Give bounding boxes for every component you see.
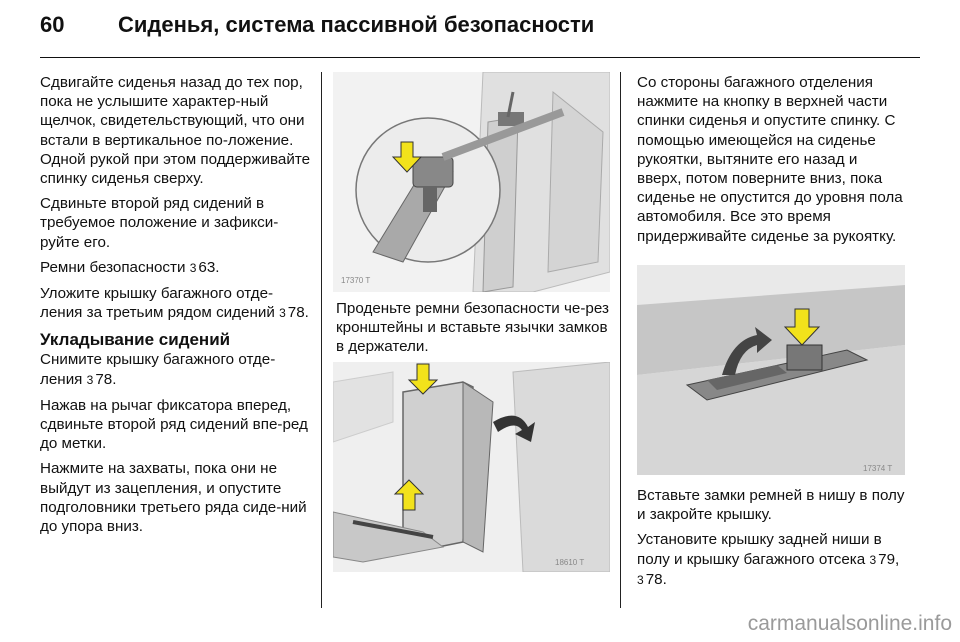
figure-code: 17370 T [341,276,371,285]
page-reference-icon: 3 [279,306,286,321]
column-right-top [637,73,905,252]
column-divider [321,72,322,608]
paragraph-text: Уложите крышку багажного отде-ления за третьим рядом сидений [40,285,275,322]
paragraph: Вставьте замки ремней в нишу в полу и закройте крышку. [637,487,905,524]
paragraph-text: Установите крышку задней ниши в полу и крышку багажного отсека [637,531,882,568]
page-reference-link[interactable]: 78. [645,570,667,588]
paragraph [40,258,312,278]
paragraph: Нажмите на захваты, пока они не выйдут из зацепления, и опустите подголовники третьего ряда сиде-ний до упора вниз. [40,460,307,536]
page-reference-link[interactable]: 79, [878,550,900,568]
rear-seat-illustration [333,362,610,572]
paragraph: Сдвиньте второй ряд сидений в требуемое положение и зафикси-руйте его. [40,195,279,251]
page-reference-link[interactable]: 78. [95,370,117,388]
paragraph: Со стороны багажного отделения нажмите на кнопку в верхней части спинки сиденья и опустите спинку. С помощью имеющейся на сиденье рукоятки, вытяните его назад и вверх, потом поверните вниз, пока сиденье не опустится до уровня пола автомобиля. Все это время придерживайте сиденье за рукоятку. [637,74,903,245]
page-title: Сиденья, система пассивной безопасности [118,12,595,37]
floor-lock-illustration [637,265,905,475]
header-divider [40,57,920,58]
rear-seat-drawing [333,362,610,572]
paragraph: Сдвигайте сиденья назад до тех пор, пока не услышите характер-ный щелчок, свидетельствующий, что они встали в вертикальное по-ложение. Одной рукой при этом поддерживайте спинку сиденья сверху. [40,74,311,188]
watermark: carmanualsonline.info [747,612,952,635]
paragraph [637,530,905,590]
column-left [40,73,312,542]
page-reference-link[interactable]: 63. [198,258,220,276]
section-heading: Укладывание сидений [40,330,231,350]
paragraph-text: Ремни безопасности [40,258,186,276]
page-reference-icon: 3 [637,572,644,587]
paragraph [40,284,312,323]
paragraph: Нажав на рычаг фиксатора вперед, сдвиньте второй ряд сидений впе-ред до метки. [40,396,308,453]
paragraph [40,350,312,389]
belt-bracket-illustration [333,72,610,292]
figure-code: 18610 T [555,558,585,567]
paragraph-text: Снимите крышку багажного отде-ления [40,351,276,388]
floor-lock-drawing [637,265,905,475]
paragraph: Проденьте ремни безопасности че-рез кронштейны и вставьте язычки замков в держатели. [336,300,609,356]
page-reference-link[interactable]: 78. [287,304,309,322]
page-number: 60 [40,12,65,37]
page-reference-icon: 3 [869,552,877,567]
column-right-bottom [637,486,905,596]
belt-bracket-drawing [333,72,610,292]
figure-caption [336,299,612,363]
page-reference-icon: 3 [86,372,94,387]
column-divider [620,72,621,608]
page-reference-icon: 3 [189,260,197,275]
figure-code: 17374 T [863,464,893,473]
